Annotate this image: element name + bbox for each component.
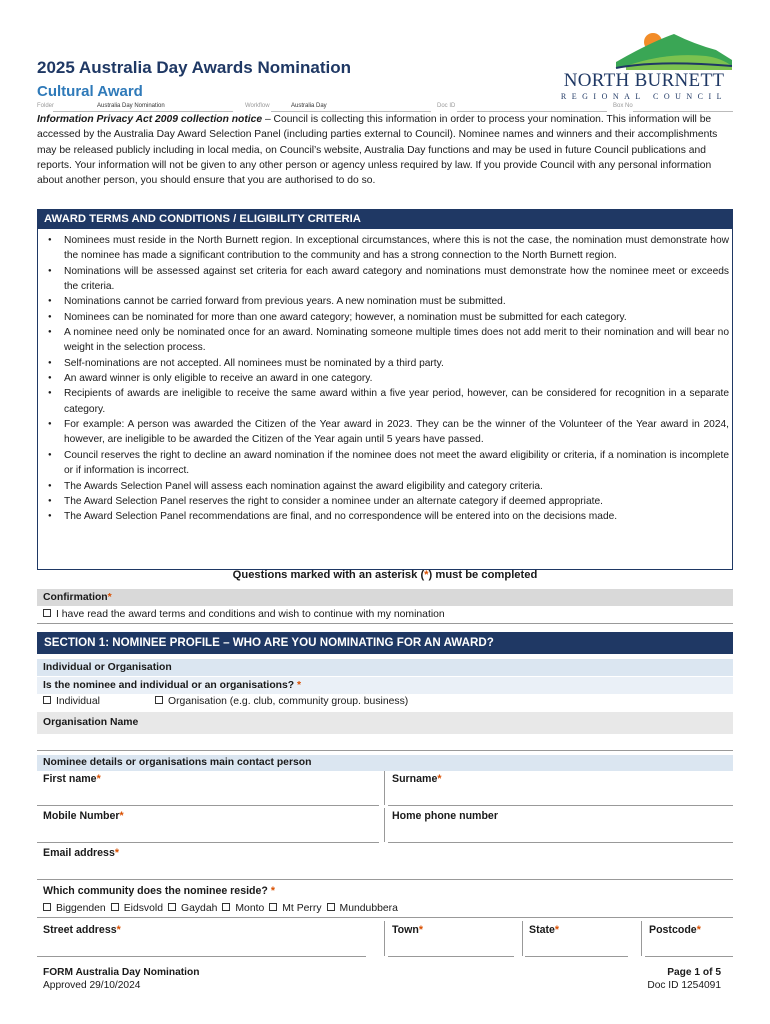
option-organisation-label: Organisation (e.g. club, community group. business) xyxy=(168,696,409,707)
street-text: Street address xyxy=(43,924,117,936)
docid-label: Doc ID xyxy=(437,103,456,109)
home-phone-underline xyxy=(388,842,733,843)
terms-item: ● Nominees must reside in the North Burnett region. In exceptional circumstances, where this is not the case, the nomination must demonstrate how the nominee has made a significant contribution to the community and has a strong connection to the North Burnett region. xyxy=(45,233,729,264)
folder-value: Australia Day Nomination xyxy=(97,103,165,109)
folder-label: Folder xyxy=(37,103,55,109)
first-name-star: * xyxy=(96,773,101,785)
privacy-heading: Information Privacy Act 2009 collection notice xyxy=(37,114,263,125)
street-divider xyxy=(384,921,385,956)
community-option-label: Mt Perry xyxy=(282,903,322,914)
state-text: State xyxy=(529,924,555,936)
footer-form-name: FORM Australia Day Nomination xyxy=(43,967,200,978)
community-option-label: Biggenden xyxy=(56,903,106,914)
community-option-label: Eidsvold xyxy=(123,903,163,914)
community-option[interactable] xyxy=(43,903,106,914)
state-input[interactable] xyxy=(525,938,628,956)
checkbox-icon[interactable] xyxy=(155,696,163,704)
workflow-value: Australia Day xyxy=(291,103,327,109)
footer-approved: Approved 29/10/2024 xyxy=(43,979,141,991)
contact-person-bar: Nominee details or organisations main contact person xyxy=(37,755,733,771)
privacy-text: – Council is collecting this information in order to process your nomination. This information will be accessed by the Australia Day Award Selection Panel (including parties external to Council). Nominee names and winners and their accomplishments may be released publicly including in local media, on Council’s website, Australia Day functions and may be used in future Council publications and reports. Your information will not be given to any other person or agency unless required by law. If you provide Council with any personal information about another person, you should ensure that you are authorised to do so. xyxy=(37,114,718,187)
town-input[interactable] xyxy=(388,938,514,956)
street-star: * xyxy=(116,924,121,936)
first-name-label xyxy=(43,773,101,785)
footer-right xyxy=(647,967,721,992)
community-question-text: Which community does the nominee reside? xyxy=(43,885,271,897)
checkbox-icon[interactable] xyxy=(269,903,277,911)
postcode-underline xyxy=(645,956,733,957)
organisation-name-underline xyxy=(37,750,733,751)
checkbox-icon[interactable] xyxy=(43,903,51,911)
street-label xyxy=(43,924,121,936)
terms-item: ● The Award Selection Panel reserves the right to consider a nominee under an alternate category if deemed appropriate. xyxy=(45,494,729,509)
privacy-notice xyxy=(37,112,733,188)
logo-subname: REGIONAL COUNCIL xyxy=(560,92,728,101)
mobile-star: * xyxy=(119,810,124,822)
postcode-star: * xyxy=(696,924,701,936)
community-option-label: Monto xyxy=(235,903,265,914)
terms-heading: AWARD TERMS AND CONDITIONS / ELIGIBILITY CRITERIA xyxy=(37,209,733,229)
organisation-name-label: Organisation Name xyxy=(37,712,733,734)
state-divider xyxy=(641,921,642,956)
state-underline xyxy=(525,956,628,957)
community-underline xyxy=(37,917,733,918)
email-star: * xyxy=(114,847,119,859)
community-question xyxy=(43,885,275,897)
checkbox-icon[interactable] xyxy=(222,903,230,911)
community-option[interactable] xyxy=(111,903,163,914)
surname-input[interactable] xyxy=(388,787,733,805)
confirmation-underline xyxy=(37,623,733,624)
document-meta-row xyxy=(37,103,733,112)
first-name-underline xyxy=(37,805,379,806)
surname-label xyxy=(392,773,441,785)
confirmation-label: Confirmation xyxy=(43,592,108,603)
checkbox-icon[interactable] xyxy=(111,903,119,911)
town-text: Town xyxy=(392,924,419,936)
home-phone-label: Home phone number xyxy=(392,810,498,822)
town-divider xyxy=(522,921,523,956)
checkbox-icon[interactable] xyxy=(168,903,176,911)
email-underline xyxy=(37,879,733,880)
terms-item: ● A nominee need only be nominated once for an award. Nominating someone multiple times does not add merit to their nomination and will bear no weight in the selection process. xyxy=(45,325,729,356)
name-divider xyxy=(384,771,385,805)
checkbox-icon[interactable] xyxy=(43,609,51,617)
state-label xyxy=(529,924,559,936)
street-underline xyxy=(37,956,366,957)
terms-item: ● Self-nominations are not accepted. All nominees must be nominated by a third party. xyxy=(45,356,729,371)
workflow-label: Workflow xyxy=(245,103,270,109)
confirmation-star: * xyxy=(107,592,112,603)
town-underline xyxy=(388,956,514,957)
page-title: 2025 Australia Day Awards Nomination xyxy=(37,58,351,77)
community-option[interactable] xyxy=(168,903,217,914)
town-label xyxy=(392,924,423,936)
required-note-before: Questions marked with an asterisk ( xyxy=(232,569,425,581)
mobile-label xyxy=(43,810,124,822)
first-name-text: First name xyxy=(43,773,97,785)
first-name-input[interactable] xyxy=(37,787,379,805)
email-input[interactable] xyxy=(37,861,733,879)
community-option-label: Gaydah xyxy=(180,903,218,914)
checkbox-icon[interactable] xyxy=(43,696,51,704)
email-label xyxy=(43,847,119,859)
community-option[interactable] xyxy=(269,903,321,914)
logo-name: NORTH BURNETT xyxy=(563,70,725,91)
phone-divider xyxy=(384,808,385,842)
postcode-text: Postcode xyxy=(649,924,697,936)
community-option[interactable] xyxy=(222,903,264,914)
terms-item: ● An award winner is only eligible to receive an award in one category. xyxy=(45,371,729,386)
terms-item: ● The Awards Selection Panel will assess each nomination against the award eligibility and category criteria. xyxy=(45,479,729,494)
community-options xyxy=(43,903,403,914)
surname-text: Surname xyxy=(392,773,438,785)
state-star: * xyxy=(554,924,560,936)
postcode-input[interactable] xyxy=(645,938,733,956)
page-subtitle: Cultural Award xyxy=(37,83,143,100)
community-star: * xyxy=(270,885,275,897)
required-note xyxy=(37,569,733,581)
footer-page: Page 1 of 5 xyxy=(667,967,721,978)
footer-left xyxy=(43,967,199,992)
confirmation-bar xyxy=(37,589,733,606)
individual-org-bar: Individual or Organisation xyxy=(37,659,733,676)
option-organisation[interactable] xyxy=(155,696,408,707)
community-option[interactable] xyxy=(327,903,398,914)
council-logo xyxy=(556,30,732,104)
terms-item: ● The Award Selection Panel recommendations are final, and no correspondence will be entered into on the decisions made. xyxy=(45,509,729,524)
boxno-label: Box No xyxy=(613,103,633,109)
footer-doc-id: Doc ID 1254091 xyxy=(647,979,721,991)
terms-item: ● Council reserves the right to decline an award nomination if the nominee does not meet the award eligibility or criteria, if a nomination is incomplete or if information is incorrect. xyxy=(45,448,729,479)
terms-item: ● Nominations will be assessed against set criteria for each award category and nominations must demonstrate how the nominee meet or exceeds the criteria. xyxy=(45,264,729,295)
required-note-after: ) must be completed xyxy=(428,569,538,581)
surname-star: * xyxy=(437,773,442,785)
town-star: * xyxy=(418,924,423,936)
home-phone-input[interactable] xyxy=(388,824,733,842)
option-individual[interactable] xyxy=(43,696,100,707)
confirmation-checkbox[interactable] xyxy=(43,609,445,620)
mobile-input[interactable] xyxy=(37,824,379,842)
nominee-type-star: * xyxy=(297,680,302,691)
nominee-type-question xyxy=(37,677,733,694)
terms-item: ● Nominations cannot be carried forward from previous years. A new nomination must be submitted. xyxy=(45,294,729,309)
section1-heading: SECTION 1: NOMINEE PROFILE – WHO ARE YOU NOMINATING FOR AN AWARD? xyxy=(37,632,733,654)
confirmation-checkbox-label: I have read the award terms and conditions and wish to continue with my nomination xyxy=(56,609,445,620)
terms-list xyxy=(45,233,729,525)
required-note-star: * xyxy=(424,569,429,581)
mobile-underline xyxy=(37,842,379,843)
option-individual-label: Individual xyxy=(56,696,100,707)
email-text: Email address xyxy=(43,847,115,859)
organisation-name-input[interactable] xyxy=(37,734,733,750)
logo-hills-icon xyxy=(556,30,732,72)
mobile-text: Mobile Number xyxy=(43,810,120,822)
surname-underline xyxy=(388,805,733,806)
terms-item: ● Recipients of awards are ineligible to receive the same award within a five year period, however, can be considered for recognition in a separate category. xyxy=(45,386,729,417)
terms-item: ● Nominees can be nominated for more than one award category; however, a nomination must be submitted for each category. xyxy=(45,310,729,325)
terms-item: ● For example: A person was awarded the Citizen of the Year award in 2023. They can be the winner of the Volunteer of the Year award in 2024, however, are ineligible to be awarded the Citizen of the Year again until 5 years have passed. xyxy=(45,417,729,448)
postcode-label xyxy=(649,924,701,936)
checkbox-icon[interactable] xyxy=(327,903,335,911)
community-option-label: Mundubbera xyxy=(339,903,398,914)
nominee-type-question-text: Is the nominee and individual or an organisations? xyxy=(43,680,298,691)
street-input[interactable] xyxy=(37,938,366,956)
